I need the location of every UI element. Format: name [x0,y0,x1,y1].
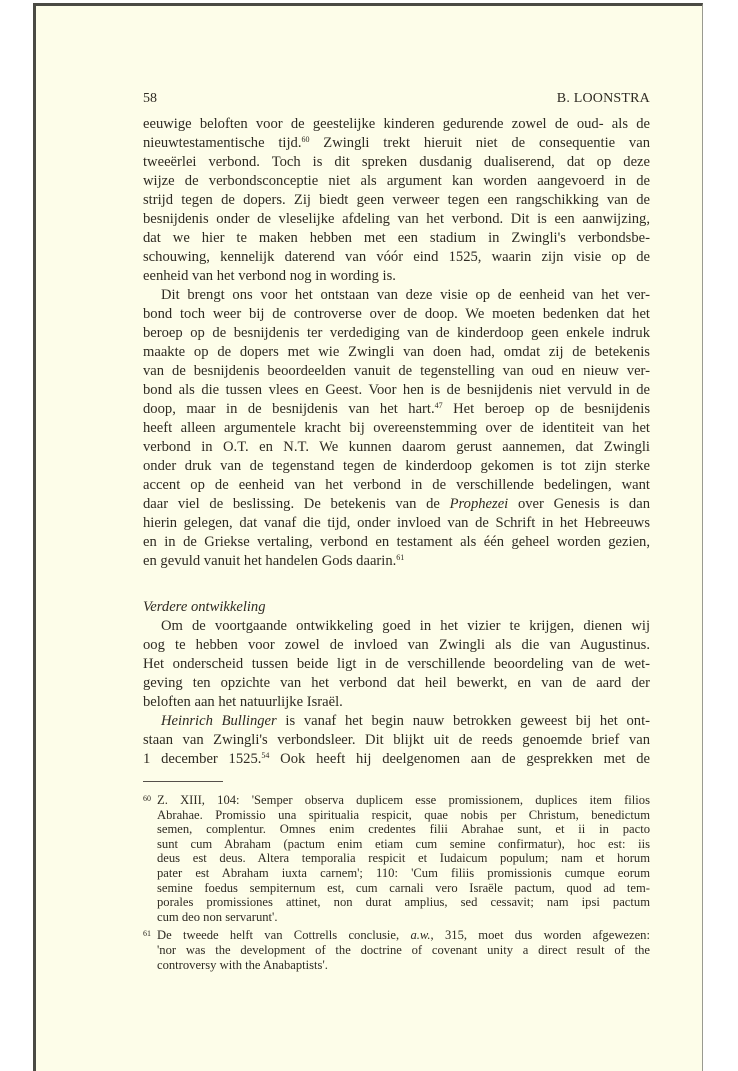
text-run: doop, maar in de besnijdenis van het hart. [143,401,435,417]
text-line [157,851,650,866]
text-run: nieuwtestamentische tijd. [143,135,302,151]
text-line [143,172,650,191]
footnote-reference: 61 [396,553,405,562]
text-line [157,928,650,943]
text-run: schouwing, kennelijk daterend van vóór eind 1525, waarin zijn visie op de [143,249,650,265]
text-run: 'nor was the development of the doctrine of covenant unity a direct result of the [157,942,650,957]
section-heading: Verdere ontwikkeling [143,599,266,615]
paragraph [143,617,650,712]
text-run: staan van Zwingli's verbondsleer. Dit blijkt uit de reeds genoemde brief van [143,732,650,748]
italic-text: a.w. [410,928,431,943]
text-run: cum deo non servarunt'. [157,909,278,924]
text-run: eeuwige beloften voor de geestelijke kinderen gedurende zowel de oud- als de [143,116,650,132]
text-run: porales promissiones attinet, non durat amplius, sed cessavit; nam ipsi pactum [157,895,650,910]
text-run: beroep op de besnijdenis ter verdediging van de kinderdoop geen enkele indruk [143,325,650,341]
text-run: Het beroep op de besnijdenis [442,401,650,417]
text-line [143,400,650,419]
paragraph [143,115,650,286]
footnote-reference: 60 [301,135,310,144]
text-run: en in de Griekse vertaling, verbond en testament als één geheel worden gezien, [143,534,650,550]
text-line [157,881,650,896]
text-run: dat we hier te maken hebben met een stadium in Zwingli's verbondsbe- [143,230,650,246]
text-run: Dit brengt ons voor het ontstaan van deze visie op de eenheid van het ver- [161,287,650,303]
text-run: De tweede helft van Cottrells conclusie, [157,928,411,943]
text-line [143,693,650,712]
text-run: Abrahae. Promissio una spiritualia respicit, quae nobis per Christum, benedictum [157,807,650,822]
text-line [143,674,650,693]
text-line [157,808,650,823]
text-run: heeft alleen argumentele kracht bij overeenstemming over de identiteit van het [143,420,650,436]
text-line [143,362,650,381]
text-line [143,533,650,552]
footnote-reference: 47 [434,401,443,410]
text-line [143,495,650,514]
text-run: deus est deus. Altera temporalia respicit et Iudaicum populum; nam et horum [157,851,650,866]
text-run: bond toch weer bij de controverse over de doop. We moeten bedenken dat het [143,306,650,322]
footnote-reference: 54 [261,751,270,760]
text-line [143,267,650,286]
text-run: wijze de verbondsconceptie niet als argument kan worden aangevoerd in de [143,173,650,189]
text-run: 1 december 1525. [143,751,262,767]
footnote-divider [143,781,223,782]
paragraph [143,712,650,769]
body-text-bottom [143,617,650,769]
text-run: accent op de eenheid van het verbond in de verschillende bedelingen, want [143,477,650,493]
text-line [143,343,650,362]
text-run: maakte op de dopers met wie Zwingli van doen had, omdat zij de betekenis [143,344,650,360]
text-line [143,750,650,769]
italic-text: Heinrich Bullinger [161,713,277,729]
text-line [143,153,650,172]
text-run: Het onderscheid tussen beide ligt in de verschillende beoordeling van de wet- [143,656,650,672]
text-line [157,910,650,925]
text-run: controversy with the Anabaptists'. [157,957,328,972]
text-line [143,617,650,636]
text-line [143,457,650,476]
text-run: hierin gelegen, dat vanaf die tijd, onder invloed van de Schrift in het Hebreeuws [143,515,650,531]
text-run: Om de voortgaande ontwikkeling goed in het vizier te krijgen, dienen wij [161,618,650,634]
text-run: verbond in O.T. en N.T. We kunnen daarom gerust aannemen, dat Zwingli [143,439,650,455]
text-line [157,943,650,958]
page-number: 58 [143,91,157,106]
text-run: semen, complentur. Omnes enim credentes filii Abrahae sunt, et ii in pacto [157,822,650,837]
text-line [143,552,650,571]
text-run: Zwingli trekt hieruit niet de consequentie van [309,135,650,151]
text-run: beloften aan het natuurlijke Israël. [143,694,343,710]
text-run: geving ten opzichte van het verbond dat heil bewerkt, en van de aard der [143,675,650,691]
running-header-author: B. LOONSTRA [556,91,650,106]
text-line [143,286,650,305]
text-line [143,115,650,134]
text-line [143,712,650,731]
paragraph [143,286,650,571]
footnotes [143,793,650,972]
text-line [143,419,650,438]
footnote-number: 60 [143,794,151,803]
text-line [157,866,650,881]
text-line [143,210,650,229]
text-line [157,958,650,973]
footnote [143,793,650,924]
text-run: sunt cum Abraham (pactum enim etiam cum semine confirmatur), hoc est: iis [157,836,650,851]
text-run: over Genesis is dan [508,496,650,512]
text-line [143,324,650,343]
text-run: is vanaf het begin nauw betrokken geweest bij het ont- [276,713,650,729]
text-line [143,476,650,495]
text-line [143,229,650,248]
text-line [157,793,650,808]
text-run: en gevuld vanuit het handelen Gods daarin. [143,553,397,569]
text-line [157,837,650,852]
italic-text: Prophezei [449,496,509,512]
text-run: onder druk van de tegenstand tegen de kinderdoop gekomen is tot zijn sterke [143,458,650,474]
text-line [143,381,650,400]
text-line [143,305,650,324]
text-line [157,822,650,837]
text-run: besnijdenis onder de vleselijke afdeling van het verbond. Dit is een aanwijzing, [143,211,650,227]
footnote [143,928,650,972]
text-run: oog te hebben voor zowel de invloed van Zwingli als die van Augustinus. [143,637,650,653]
text-run: , 315, moet dus worden afgewezen: [430,928,650,943]
text-run: daar viel de beslissing. De betekenis van de [143,496,450,512]
text-line [143,134,650,153]
text-run: eenheid van het verbond nog in wording is. [143,268,396,284]
text-line [143,731,650,750]
text-run: van de besnijdenis beoordeelden vanuit de tegenstelling van oud en nieuw ver- [143,363,650,379]
text-run: Z. XIII, 104: 'Semper observa duplicem esse promissionem, duplices item filios [157,793,650,807]
text-line [143,438,650,457]
body-text-top [143,115,650,571]
text-run: semine foedus sempiternum est, cum carnali vero Israële pactum, quod ad tem- [157,880,650,895]
text-line [143,636,650,655]
footnote-number: 61 [143,929,151,939]
text-line [157,895,650,910]
text-line [143,191,650,210]
text-run: tweeërlei verbond. Toch is dit spreken dusdanig dualiserend, dat op deze [143,154,650,170]
text-run: bond als die tussen vlees en Geest. Voor hen is de besnijdenis niet vervuld in de [143,382,650,398]
text-line [143,655,650,674]
text-run: Ook heeft hij deelgenomen aan de gesprekken met de [269,751,650,767]
text-run: strijd tegen de dopers. Zij biedt geen verweer tegen een rangschikking van de [143,192,650,208]
text-run: pater est Abraham iuxta carnem'; 110: 'Cum filiis promissionis cumque eorum [157,865,650,880]
text-line [143,514,650,533]
text-line [143,248,650,267]
